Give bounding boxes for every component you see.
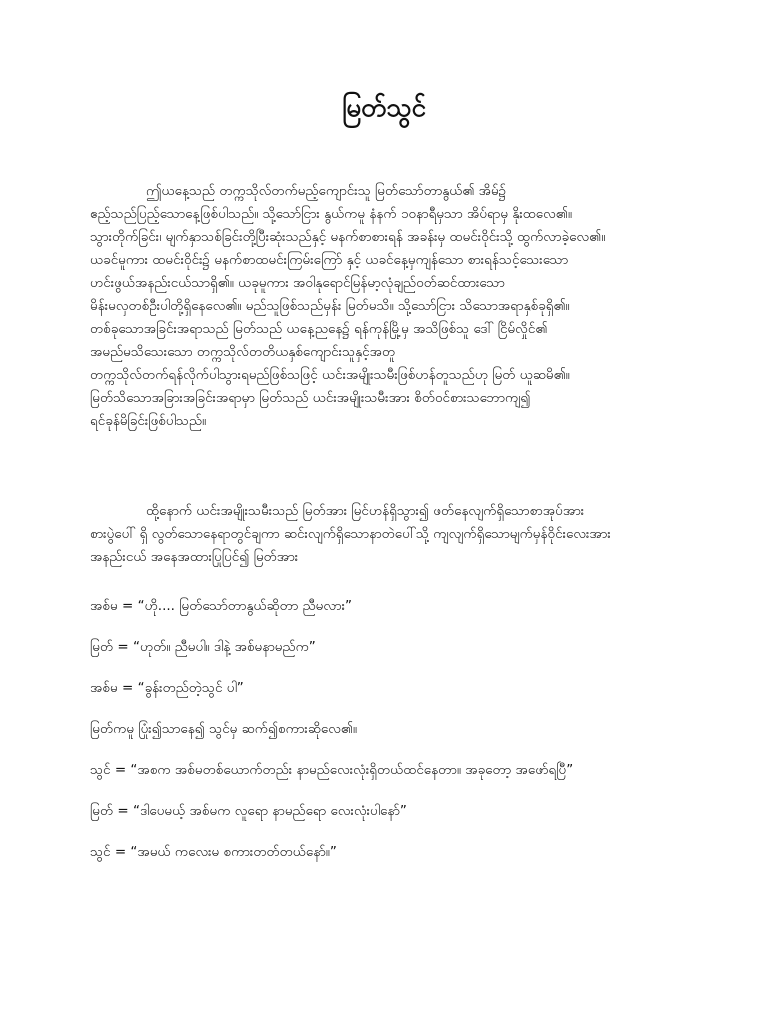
dialogue-line: မြတ် = “ဒါပေမယ့် အစ်မက လူရော နာမည်ရော လေးလုံးပါနော်”: [90, 803, 407, 819]
dialogue-line: မြတ် = “ဟုတ်။ ညီမပါ။ ဒါနဲ့ အစ်မနာမည်က”: [90, 639, 316, 655]
paragraph-line: စားပွဲပေါ် ရှိ လွတ်သောနေရာတွင်ချကာ ဆင်းလျက်ရှိသောနာတဲပေါ်သို့ ကျလျက်ရှိသောမျက်မှန်ဝိုင်းလေးအား: [90, 526, 611, 542]
paragraph-line: ဟင်းဖွယ်အနည်းငယ်သာရှိ၏။ ယခုမူကား အဝါနုရောင်မြန်မာ့လုံချည်ဝတ်ဆင်ထားသော: [90, 275, 505, 291]
dialogue-line: မြတ်ကမူ ပြုံး၍သာနေ၍ သွင်မှ ဆက်၍စကားဆိုလေ၏။: [90, 721, 357, 737]
paragraph-line: ထို့နောက် ယင်းအမျိုးသမီးသည် မြတ်အား မြင်ဟန်ရှိသွား၍ ဖတ်နေလျက်ရှိသောစာအုပ်အား: [146, 503, 585, 519]
paragraph-1: [90, 180, 680, 433]
dialogue-line: အစ်မ = “ခွန်းတည်တဲ့သွင် ပါ”: [90, 680, 244, 696]
paragraph-2: [90, 500, 680, 569]
paragraph-line: မိန်းမလှတစ်ဦးပါတို့ရှိနေလေ၏။ မည်သူဖြစ်သည်မှန်း မြတ်မသိ။ သို့သော်ငြား သိသောအရာနှစ်ခုရှိ၏။: [90, 298, 570, 314]
dialogue-line: သွင် = “အမယ် ကလေးမ စကားတတ်တယ်နော်။”: [90, 844, 337, 860]
document-title: မြတ်သွင်: [341, 93, 427, 123]
paragraph-line: တစ်ခုသောအခြင်းအရာသည် မြတ်သည် ယနေ့ညနေ၌ ရန်ကုန်မြို့မှ အသိဖြစ်သူ ဒေါ် ငြိမ်လှိုင်၏: [90, 321, 548, 337]
paragraph-line: သွားတိုက်ခြင်း၊ မျက်နှာသစ်ခြင်းတို့ပြီးဆုံးသည်နှင့် မနက်စာစားရန် အခန်းမှ ထမင်းဝိုင်းသို့ ထွက်လာခဲ့လေ၏။: [90, 229, 606, 245]
paragraph-line: ရင်ခုန်မိခြင်းဖြစ်ပါသည်။: [90, 413, 207, 429]
paragraph-line: အနည်းငယ် အနေအထားပြုပြင်၍ မြတ်အား: [90, 549, 299, 565]
paragraph-line: တက္ကသိုလ်တက်ရန်လိုက်ပါသွားရမည်ဖြစ်သဖြင့် ယင်းအမျိုးသမီးဖြစ်ဟန်တူသည်ဟု မြတ် ယူဆမိ၏။: [90, 367, 570, 383]
paragraph-line: ဧည့်သည်ပြည့်သောနေ့ဖြစ်ပါသည်။ သို့သော်ငြား နွယ်ကမူ နံနက် ၁၀နာရီမှသာ အိပ်ရာမှ နိုးထလေ၏။: [90, 206, 572, 222]
paragraph-line: မြတ်သိသောအခြားအခြင်းအရာမှာ မြတ်သည် ယင်းအမျိုးသမီးအား စိတ်ဝင်စားသဘောကျ၍: [90, 390, 531, 406]
paragraph-line: အမည်မသိသေးသော တက္ကသိုလ်တတိယနှစ်ကျောင်းသူနှင့်အတူ: [90, 344, 396, 360]
paragraph-line: ယခင်မူကား ထမင်းဝိုင်း၌ မနက်စာထမင်းကြမ်းကြော် နှင့် ယခင်နေ့မှကျန်သော စားရန်သင့်သေးသော: [90, 252, 569, 268]
dialogue-line: သွင် = “အစက အစ်မတစ်ယောက်တည်း နာမည်လေးလုံးရှိတယ်ထင်နေတာ။ အခုတော့ အဖော်ရပြီ”: [90, 762, 574, 778]
dialogue-line: အစ်မ = “ဟို.... မြတ်သော်တာနွယ်ဆိုတာ ညီမလား”: [90, 598, 352, 614]
paragraph-line: ဤယနေ့သည် တက္ကသိုလ်တက်မည့်ကျောင်းသူ မြတ်သော်တာနွယ်၏ အိမ်၌: [146, 183, 507, 199]
